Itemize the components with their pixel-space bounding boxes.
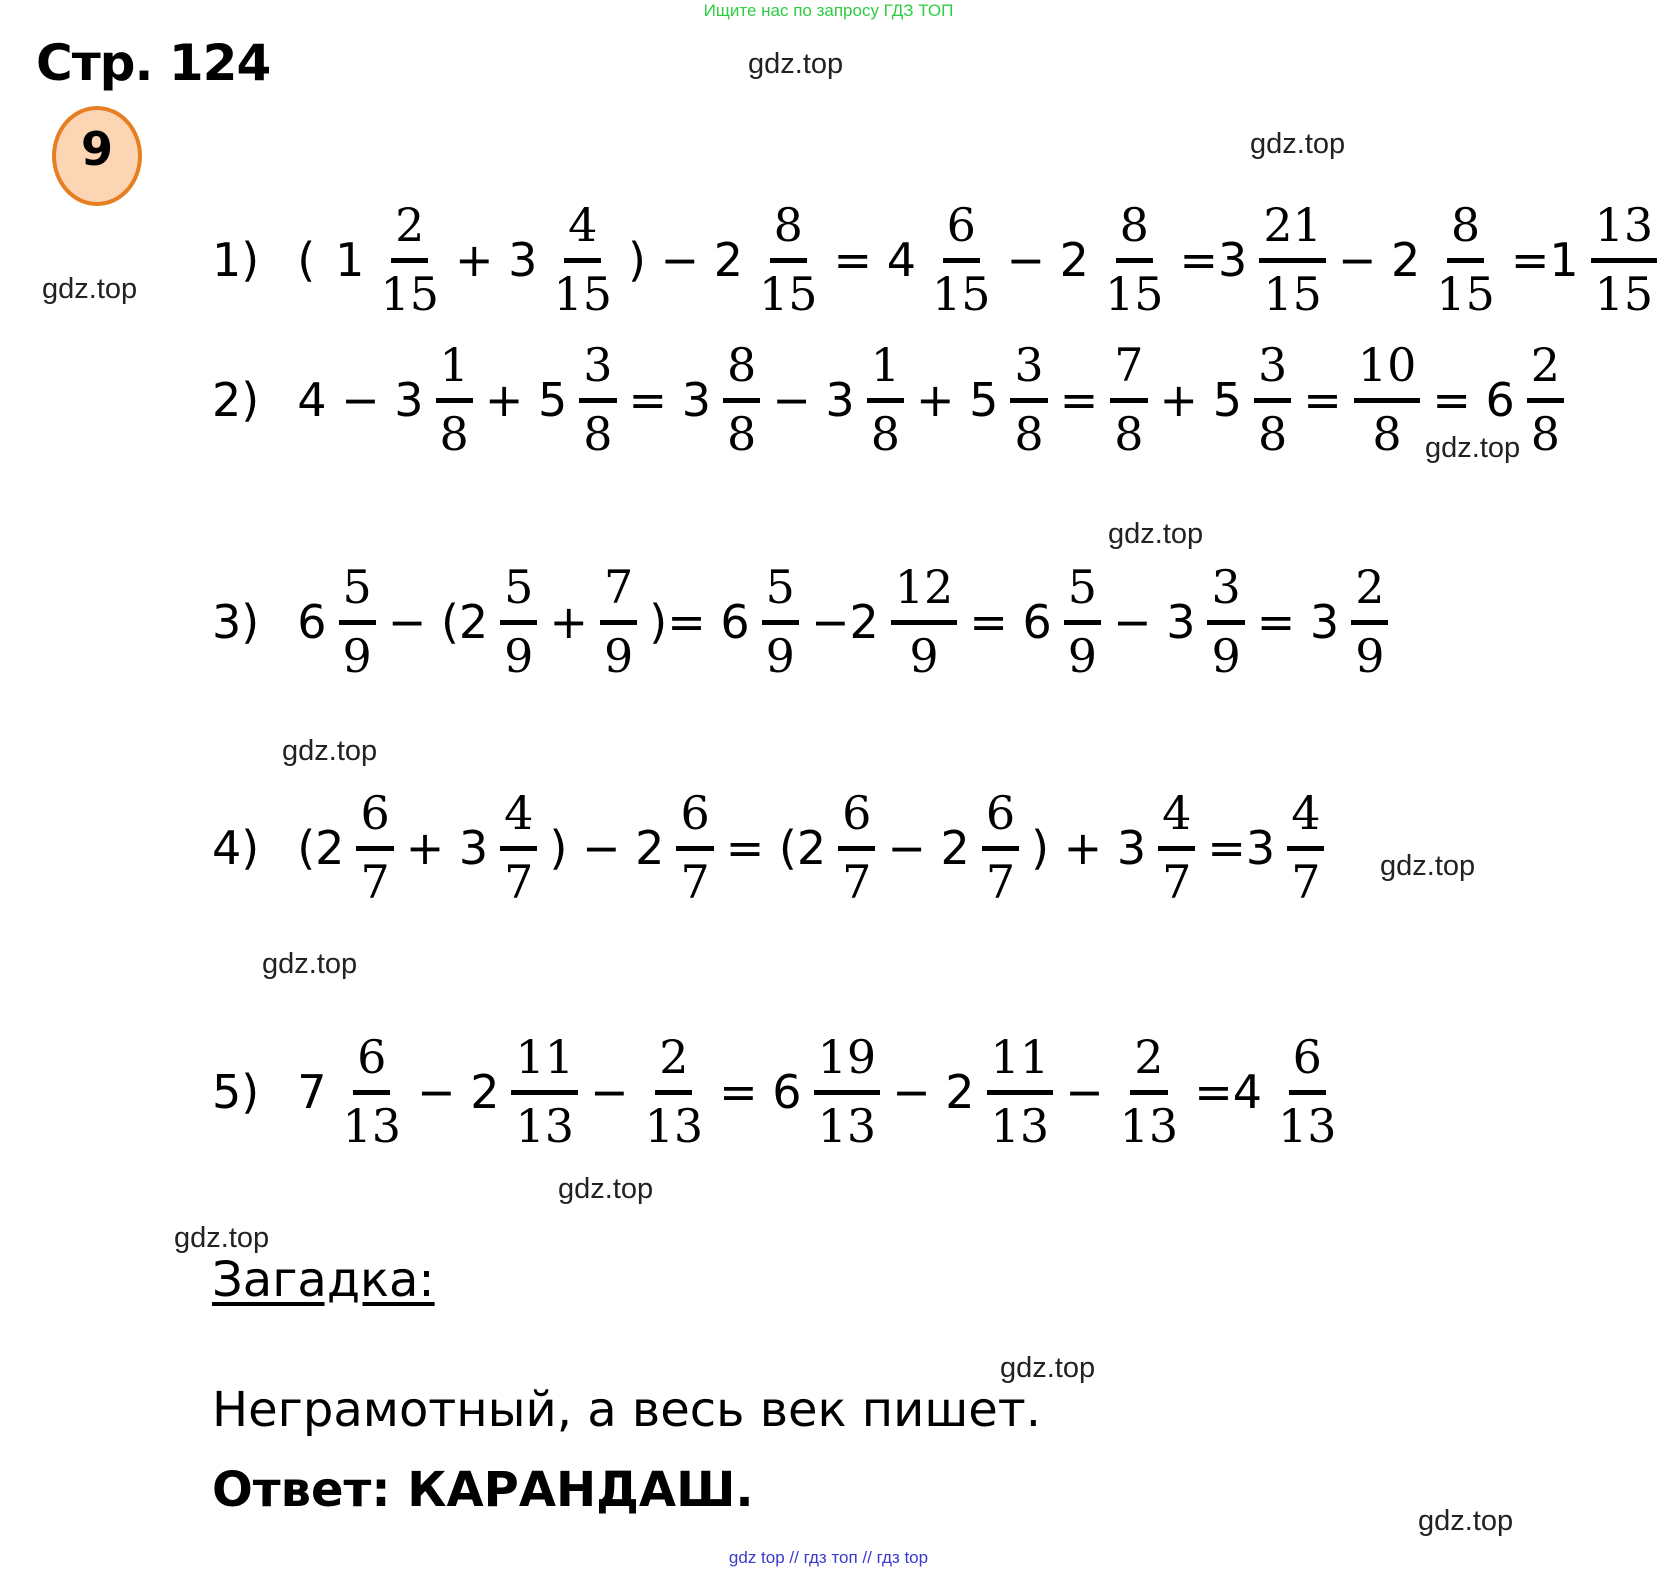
fraction [1432,198,1499,321]
fraction-denominator: 7 [985,854,1016,909]
fraction-numerator: 7 [1110,338,1147,402]
fraction-numerator: 5 [762,560,799,624]
fraction [549,198,616,321]
fraction [1207,560,1244,683]
fraction-denominator: 9 [604,628,634,683]
equation-term: )= 6 [649,595,750,649]
equation-term: + 3 [455,233,538,287]
fraction [1351,560,1388,683]
fraction-numerator: 4 [1158,786,1195,850]
fraction-numerator: 3 [579,338,616,402]
equation-term: = (2 [725,821,827,875]
fraction-numerator: 6 [1289,1030,1326,1094]
equation-term: = 6 [969,595,1052,649]
watermark: gdz.top [558,1173,654,1205]
riddle-text: Неграмотный, а весь век пишет. [212,1382,1042,1438]
fraction-numerator: 8 [723,338,760,402]
fraction-denominator: 15 [758,266,818,321]
fraction [1527,338,1564,461]
watermark: gdz.top [1000,1352,1096,1384]
fraction [891,560,958,683]
fraction-numerator: 1 [867,338,904,402]
fraction [511,1030,578,1153]
fraction-denominator: 9 [1067,628,1098,683]
fraction-denominator: 8 [1114,406,1144,461]
fraction [579,338,616,461]
watermark: gdz.top [174,1222,270,1254]
fraction-numerator: 2 [1351,560,1388,624]
equation-term: 7 [297,1065,327,1119]
fraction-numerator: 6 [356,786,393,850]
top-search-note: Ищите нас по запросу ГДЗ ТОП [703,1,954,20]
equation-term: + 5 [1159,373,1242,427]
equation-term: = 6 [719,1065,802,1119]
fraction [723,338,760,461]
fraction-numerator: 5 [1064,560,1101,624]
equation-term: (2 [297,821,345,875]
fraction-denominator: 15 [1594,266,1654,321]
equation-term: =1 [1510,233,1579,287]
equation-term: 4 − 3 [297,373,424,427]
equation-5 [212,1022,1343,1162]
fraction-denominator: 7 [680,854,710,909]
fraction-numerator: 2 [1527,338,1564,402]
equation-term: ( [297,233,316,287]
fraction-denominator: 13 [515,1098,575,1153]
fraction-denominator: 9 [1211,628,1241,683]
equation-term: − 2 [417,1065,500,1119]
equation-term: = 3 [1256,595,1340,649]
fraction-denominator: 9 [765,628,795,683]
riddle-heading: Загадка: [212,1252,435,1308]
equation-term: − (2 [387,595,489,649]
equation-term: − [1065,1065,1104,1119]
fraction-denominator: 7 [360,854,390,909]
fraction-numerator: 11 [987,1030,1054,1094]
fraction-denominator: 13 [342,1098,402,1153]
page-title: Стр. 124 [36,34,271,92]
equation-term: − 2 [887,821,970,875]
fraction-denominator: 8 [870,406,900,461]
fraction [500,560,537,683]
fraction [1354,338,1421,461]
equation-term: + 5 [915,373,999,427]
fraction-numerator: 5 [339,560,376,624]
fraction [1116,1030,1183,1153]
fraction-numerator: 8 [1447,198,1484,262]
fraction-numerator: 8 [770,198,807,262]
equation-label: 4) [212,821,260,875]
equation-term: − 2 [1006,233,1089,287]
equation-term: + [549,595,588,649]
fraction-numerator: 4 [500,786,537,850]
fraction-numerator: 2 [391,198,428,262]
fraction [1287,786,1324,909]
fraction-numerator: 21 [1259,198,1326,262]
equation-label: 3) [212,595,260,649]
equation-term: − 2 [1337,233,1421,287]
fraction-denominator: 13 [1278,1098,1337,1153]
fraction-denominator: 7 [1162,854,1192,909]
equation-term: = 6 [1432,373,1515,427]
fraction [867,338,904,461]
fraction [600,560,637,683]
fraction [1064,560,1101,683]
equation-term: 6 [297,595,327,649]
fraction [838,786,875,909]
equation-term: − 2 [892,1065,975,1119]
equation-term: = [1303,373,1342,427]
equation-term: − [590,1065,629,1119]
equation-3 [212,552,1390,692]
fraction [641,1030,708,1153]
fraction-denominator: 9 [504,628,534,683]
fraction-numerator: 19 [814,1030,881,1094]
watermark: gdz.top [282,735,378,767]
equation-label: 2) [212,373,260,427]
fraction-numerator: 6 [982,786,1019,850]
fraction-numerator: 6 [353,1030,390,1094]
watermark: gdz.top [1250,128,1346,160]
fraction-numerator: 11 [511,1030,578,1094]
equation-label: 5) [212,1065,260,1119]
fraction-denominator: 15 [1104,266,1164,321]
fraction [500,786,537,909]
fraction [814,1030,881,1153]
fraction-denominator: 8 [583,406,613,461]
fraction-numerator: 2 [655,1030,692,1094]
fraction [982,786,1019,909]
fraction-numerator: 8 [1116,198,1153,262]
fraction-denominator: 15 [553,266,612,321]
equation-term: 1 [335,233,365,287]
equation-1 [212,190,1657,330]
equation-term: −2 [810,595,879,649]
fraction-denominator: 8 [726,406,757,461]
fraction-numerator: 3 [1254,338,1291,402]
equation-term: =4 [1194,1065,1262,1119]
fraction-denominator: 8 [1257,406,1288,461]
fraction [755,198,822,321]
fraction-numerator: 4 [564,198,601,262]
fraction-denominator: 13 [644,1098,704,1153]
fraction-numerator: 6 [943,198,980,262]
fraction-denominator: 7 [842,854,872,909]
fraction-numerator: 3 [1010,338,1047,402]
fraction-numerator: 3 [1207,560,1244,624]
fraction-denominator: 13 [990,1098,1050,1153]
equation-term: + 3 [405,821,489,875]
fraction [1254,338,1291,461]
fraction-denominator: 8 [1530,406,1561,461]
equation-term: = 3 [628,373,711,427]
fraction [1010,338,1047,461]
fraction [762,560,799,683]
fraction [1259,198,1326,321]
fraction [1101,198,1168,321]
fraction-denominator: 15 [1436,266,1495,321]
fraction-denominator: 13 [817,1098,877,1153]
watermark: gdz.top [1108,518,1204,550]
equation-term: =3 [1207,821,1276,875]
fraction [1158,786,1195,909]
equation-term: ) − 2 [627,233,743,287]
fraction-denominator: 8 [1014,406,1044,461]
equation-term: − 3 [1113,595,1196,649]
fraction-numerator: 6 [676,786,713,850]
equation-term: ) + 3 [1031,821,1147,875]
fraction [339,560,376,683]
fraction-numerator: 10 [1354,338,1421,402]
watermark: gdz.top [1380,850,1476,882]
footer-links: gdz top // гдз топ // гдз top [728,1548,929,1567]
fraction-denominator: 8 [439,406,469,461]
riddle-answer: Ответ: КАРАНДАШ. [212,1462,754,1518]
task-number: 9 [80,122,113,176]
fraction-numerator: 2 [1130,1030,1167,1094]
fraction [928,198,995,321]
fraction-denominator: 15 [380,266,439,321]
fraction-denominator: 15 [1263,266,1322,321]
watermark: gdz.top [748,48,844,80]
fraction-denominator: 7 [504,854,534,909]
fraction-numerator: 4 [1287,786,1324,850]
fraction [356,786,393,909]
equation-term: ) − 2 [549,821,665,875]
task-number-badge [52,106,142,206]
fraction [376,198,443,321]
fraction-denominator: 13 [1119,1098,1179,1153]
fraction-denominator: 9 [342,628,372,683]
fraction-denominator: 9 [909,628,939,683]
watermark: gdz.top [1425,432,1521,464]
equation-label: 1) [212,233,260,287]
fraction-numerator: 13 [1591,198,1657,262]
watermark: gdz.top [262,948,358,980]
fraction-denominator: 9 [1355,628,1385,683]
fraction-numerator: 6 [838,786,875,850]
fraction [1274,1030,1341,1153]
fraction-numerator: 5 [500,560,537,624]
fraction-numerator: 12 [891,560,958,624]
equation-term: = [1059,373,1099,427]
fraction-numerator: 7 [600,560,637,624]
fraction-denominator: 15 [931,266,991,321]
watermark: gdz.top [1418,1505,1514,1537]
equation-2 [212,330,1566,470]
fraction [1110,338,1147,461]
fraction [436,338,473,461]
equation-4 [212,778,1326,918]
equation-term: = 4 [833,233,916,287]
equation-term: + 5 [484,373,568,427]
fraction [1591,198,1657,321]
fraction-denominator: 8 [1372,406,1402,461]
equation-term: − 3 [772,373,855,427]
fraction [676,786,713,909]
watermark: gdz.top [42,273,138,305]
equation-term: =3 [1179,233,1248,287]
fraction [987,1030,1054,1153]
fraction-numerator: 1 [436,338,473,402]
fraction-denominator: 7 [1291,854,1321,909]
fraction [339,1030,406,1153]
